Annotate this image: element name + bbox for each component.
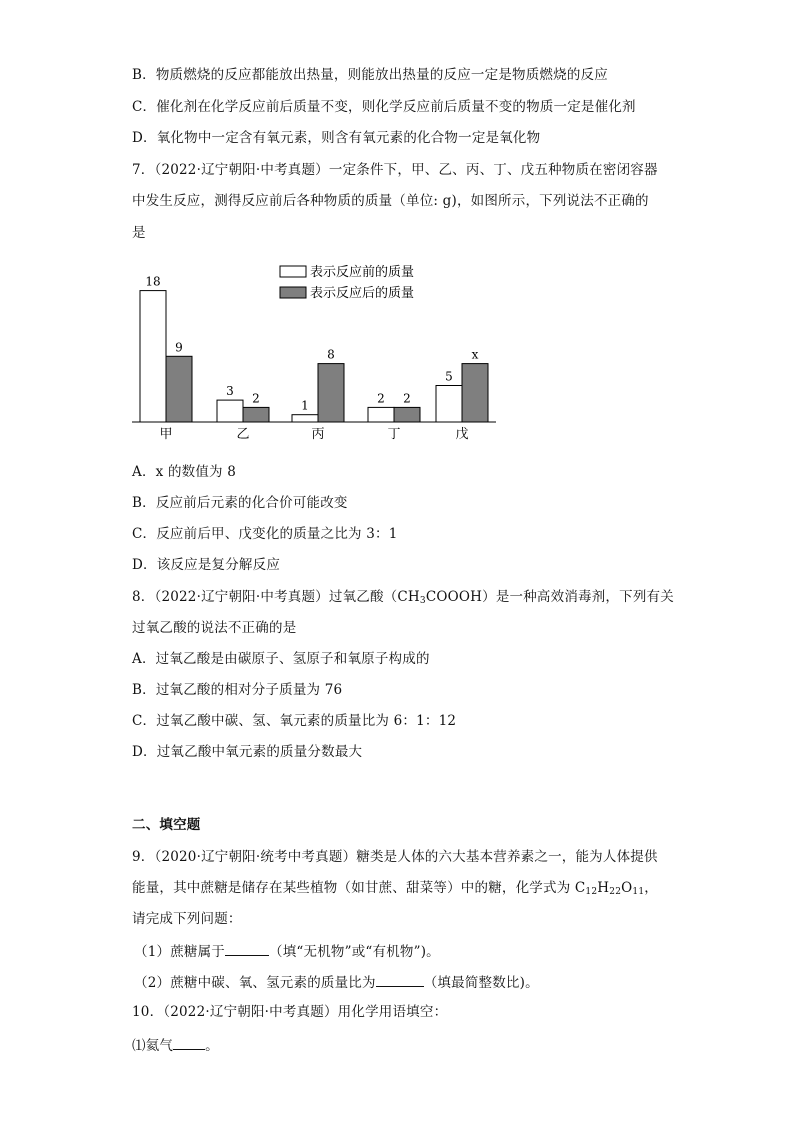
bar-before-0 [140,291,166,422]
x-tick-label-4: 戊 [455,427,469,442]
q8-formula-subscript: 3 [419,596,426,606]
q10-stem: 10．（2022·辽宁朝阳·中考真题）用化学用语填空： [132,1004,448,1020]
q9-answer-blank-1[interactable] [225,941,269,956]
q8-option-c: C．过氧乙酸中碳、氢、氧元素的质量比为 6：1：12 [132,713,457,729]
legend-swatch-after [280,287,306,298]
q8-stem-line1 [132,588,674,606]
q9-o: O [621,880,633,896]
q10-item1-end: 。 [205,1038,219,1054]
x-tick-label-1: 乙 [236,427,250,442]
bar-value-label-after-1: 2 [252,391,260,406]
q10-item-1 [132,1035,219,1055]
q7-option-a: A．x 的数值为 8 [132,464,237,480]
x-tick-label-2: 丙 [311,427,325,442]
legend-label-after: 表示反应后的质量 [310,286,415,301]
q9-h: H [597,880,610,896]
q10-answer-blank-1[interactable] [173,1035,205,1050]
q7-stem-line2: 中发生反应，测得反应前后各种物质的质量（单位: g)，如图所示，下列说法不正确的 [132,193,649,209]
chart-legend [280,264,414,301]
bar-value-label-after-2: 8 [327,347,335,362]
bar-after-0 [166,356,192,422]
q9-sub1-hint: （填“无机物”或“有机物”)。 [269,944,440,960]
q9-stem-line3: 请完成下列问题： [132,911,242,927]
legend-label-before: 表示反应前的质量 [310,265,415,280]
legend-swatch-before [280,266,306,277]
q8-option-d: D．过氧乙酸中氧元素的质量分数最大 [132,744,363,760]
x-tick-label-0: 甲 [159,427,173,442]
bar-value-label-before-0: 18 [145,274,161,289]
q9-sub-h: 22 [609,887,622,897]
q8-stem-prefix: 8．（2022·辽宁朝阳·中考真题）过氧乙酸（CH [132,589,420,605]
bar-after-4 [462,364,488,422]
q7-option-d: D．该反应是复分解反应 [132,557,281,573]
q9-sub-c: 12 [585,887,598,897]
bar-value-label-before-4: 5 [445,369,453,384]
bar-before-4 [436,386,462,423]
q6-option-c: C．催化剂在化学反应前后质量不变，则化学反应前后质量不变的物质一定是催化剂 [132,99,636,115]
q9-line2-end: ， [644,880,658,896]
q9-sub2-hint: （填最简整数比)。 [423,975,539,991]
bar-value-label-after-3: 2 [403,391,411,406]
q8-option-b: B．过氧乙酸的相对分子质量为 76 [132,682,343,698]
bar-after-1 [243,407,269,422]
q9-sub1-text: （1）蔗糖属于 [134,944,225,960]
bar-value-label-after-4: x [471,347,479,362]
q9-sub2-text: （2）蔗糖中碳、氧、氢元素的质量比为 [134,975,376,991]
q7-stem-line1: 7．（2022·辽宁朝阳·中考真题）一定条件下，甲、乙、丙、丁、戊五种物质在密闭容器 [132,162,658,178]
q7-option-b: B．反应前后元素的化合价可能改变 [132,495,348,511]
q10-item1-text: ⑴氦气 [132,1038,174,1054]
mass-bar-chart [120,258,520,448]
q8-option-a: A．过氧乙酸是由碳原子、氢原子和氧原子构成的 [132,651,430,667]
bar-after-2 [318,364,344,422]
q8-stem-line2: 过氧乙酸的说法不正确的是 [132,620,297,636]
bar-value-label-before-3: 2 [377,391,385,406]
q9-answer-blank-2[interactable] [376,972,424,987]
bar-before-1 [217,400,243,422]
q9-subquestion-1 [134,941,440,961]
q8-stem-suffix: COOOH）是一种高效消毒剂，下列有关 [425,589,674,605]
q9-sub-o: 11 [632,887,645,897]
bar-value-label-before-1: 3 [226,384,234,399]
bar-value-label-after-0: 9 [175,340,183,355]
q6-option-b: B．物质燃烧的反应都能放出热量，则能放出热量的反应一定是物质燃烧的反应 [132,67,608,83]
q7-option-c: C．反应前后甲、戊变化的质量之比为 3：1 [132,526,398,542]
q9-stem-line2 [132,879,658,897]
q7-stem-line3: 是 [132,225,146,241]
bar-before-3 [368,407,394,422]
bar-before-2 [292,415,318,422]
q9-stem-line1: 9．（2020·辽宁朝阳·统考中考真题）糖类是人体的六大基本营养素之一，能为人体提供 [132,849,658,865]
x-tick-label-3: 丁 [387,427,401,442]
bar-value-label-before-2: 1 [301,398,309,413]
q9-subquestion-2 [134,972,539,992]
q6-option-d: D．氧化物中一定含有氧元素，则含有氧元素的化合物一定是氧化物 [132,130,541,146]
bar-after-3 [394,407,420,422]
q9-stem-line2-text: 能量，其中蔗糖是储存在某些植物（如甘蔗、甜菜等）中的糖，化学式为 C [132,880,586,896]
section-title-fill-in: 二、填空题 [132,817,201,833]
